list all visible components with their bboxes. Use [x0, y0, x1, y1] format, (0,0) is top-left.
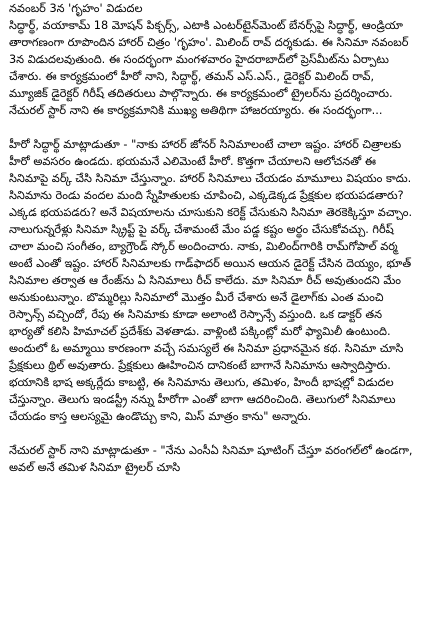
siddharth-quote-paragraph: హీరో సిద్ధార్థ్ మాట్లాడుతూ - "నాకు హారర్ జోనర్ సినిమాలంటే చాలా ఇష్టం. హారర్ చిత్రాలకు హీరో అవసరం ఉండదు. భయమనే ఎలిమెంటే హీరో. కొత్తగా చేయాలని ఆలోచనతో ఈ సినిమాపై వర్క్ చేసి సినిమా చేస్తున్నాం. హారర్ సినిమాలు చేయడం మామూలు విషయం కాదు. సినిమాను రెండు వందల మంది స్నేహితులకు చూపించి, ఎక్కడెక్కడ ప్రేక్షకుల భయపడతారు? ఎక్కడ భయపడరు? అనే విషయాలను చూసుకుని కరెక్ట్ చేసుకుని సినిమా తెరకెక్కిస్తూ వచ్చాం. నాలుగున్నరేళ్లు సినిమా స్క్రిప్ట్ పై వర్క్ చేశామంటే మేం పడ్డ కష్టం అర్థం చేసుకోవచ్చు. గిరీష్ చాలా మంచి సంగీతం, బ్యాగ్రౌండ్ స్కోర్ అందించారు. నాకు, మిలింద్‌గారికి రామ్‌గోపాల్ వర్మ అంటే ఎంతో ఇష్టం. హారర్ సినిమాలకు గాడ్‌ఫాదర్ అయిన ఆయన డైరెక్ట్ చేసిన దెయ్యం, భూత్ సినిమాల తర్వాత ఆ రేంజ్‌ను ఏ సినిమాలు రీచ్ కాలేదు. మా సినిమా రీచ్ అవుతుందని మేం అనుకుంటున్నాం. బొమ్మరిల్లు సినిమాలో మొత్తం మీరే చేశారు అనే డైలాగ్‌కు ఎంత మంచి రెస్పాన్స్ వచ్చిందో, రేపు ఈ సినిమాకు కూడా అలాంటి రెస్పాన్సే వస్తుంది. ఒక డాక్టర్ తన భార్యతో కలిసి హిమాచల్ ప్రదేశ్‌కు వెళతాడు. వాళ్లింటి పక్కింట్లో మరో ఫ్యామిలీ ఉంటుంది. అందులో ఓ అమ్మాయి కారణంగా వచ్చే సమస్యలే ఈ సినిమా ప్రధానమైన కథ. సినిమా చూసి ప్రేక్షకులు థ్రిల్ అవుతారు. ప్రేక్షకులు ఊహించిన దానికంటే బాగానే సినిమాను ఆస్వాదిస్తారు. భయానికి భాష అక్కర్లేదు కాబట్టి, ఈ సినిమాను తెలుగు, తమిళం, హిందీ భాషల్లో విడుదల చేస్తున్నాం. తెలుగు ఇండస్ట్రీ నన్ను హీరోగా ఎంతో బాగా ఆదరించింది. తెలుగులో సినిమాలు చేయడం కాస్త ఆలస్యమై ఉండొచ్చు కాని, మిస్ మాత్రం కాను" అన్నారు. — [9, 138, 413, 423]
paragraph-spacer — [9, 119, 415, 136]
nani-quote-paragraph: నేచురల్ స్టార్ నాని మాట్లాడుతూ - "నేను ఎంసీఏ సినిమా షూటింగ్ చేస్తూ వరంగల్‌లో ఉండగా, అవల్ అనే తమిళ సినిమా ట్రైలర్ చూసి — [9, 444, 413, 474]
paragraph-spacer — [9, 425, 415, 442]
intro-paragraph: నవంబర్ 3న 'గృహం' విడుదల సిద్ధార్థ్, వయాకామ్ 18 మోషన్ పిక్చర్స్, ఎటాకి ఎంటర్‌టైన్‌మెంట్ బేనర్స్‌పై సిద్ధార్థ్, ఆండ్రియా తారాగణంగా రూపొందిన హారర్ చిత్రం 'గృహం'. మిలింద్ రావ్ దర్శకుడు. ఈ సినిమా నవంబర్ 3న విడుదలవుతుంది. ఈ సందర్భంగా మంగళవారం హైదరాబాద్‌లో ప్రెస్‌మీట్‌ను ఏర్పాటు చేశారు. ఈ కార్యక్రమంలో హీరో నాని, సిద్ధార్థ్, తమన్ ఎస్.ఎస్., డైరెక్టర్ మిలింద్ రావ్, మ్యూజిక్ డైరెక్టర్ గిరీష్ తదితరులు పాల్గొన్నారు. ఈ కార్యక్రమంలో ట్రైలర్‌ను ప్రదర్శించారు. నేచురల్ స్టార్ నాని ఈ కార్యక్రమానికి ముఖ్య అతిథిగా హాజరయ్యారు. ఈ సందర్భంగా... — [9, 2, 409, 117]
